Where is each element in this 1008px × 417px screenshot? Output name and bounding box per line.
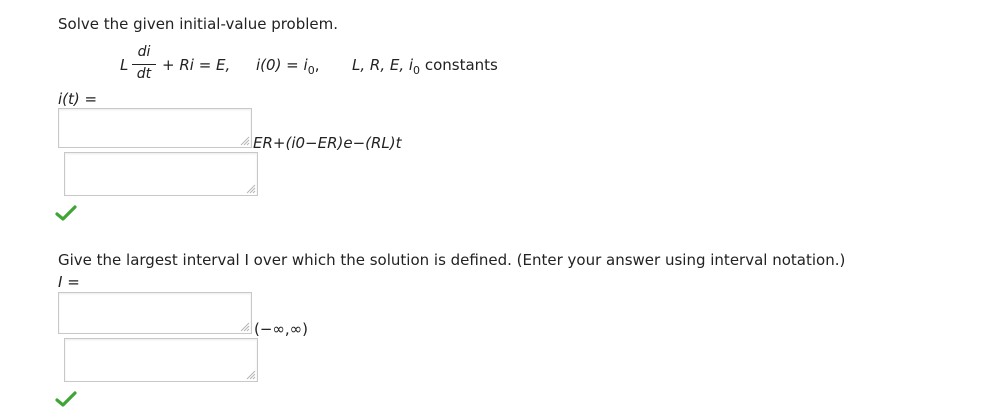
question-1-prompt: Solve the given initial-value problem. [58, 15, 339, 33]
fraction-numerator: di [137, 44, 151, 60]
answer-input-it-second[interactable] [64, 152, 258, 196]
initial-condition-comma: , [314, 56, 320, 74]
di-dt-fraction [132, 44, 156, 86]
differential-equation [0, 0, 1008, 100]
eq-rest-text: + Ri = E, [162, 56, 231, 74]
initial-condition-text: i(0) = i [256, 56, 308, 74]
eq-L: L [120, 56, 129, 74]
fraction-denominator: dt [136, 66, 152, 82]
resize-grip-icon[interactable] [246, 184, 256, 194]
resize-grip-icon[interactable] [240, 322, 250, 332]
constants-note [352, 56, 498, 77]
resize-grip-icon[interactable] [240, 136, 250, 146]
constants-word: constants [424, 56, 498, 74]
question-2-prompt: Give the largest interval I over which the solution is defined. (Enter your answer using interval notation.) [58, 251, 846, 269]
answer-input-interval-second[interactable] [64, 338, 258, 382]
eq-rest [162, 56, 230, 74]
correct-answer-it: ER+(i0−ER)e−(RL)t [253, 134, 402, 152]
answer-label-it: i(t) = [58, 90, 98, 108]
constants-sub: 0 [413, 64, 421, 77]
resize-grip-icon[interactable] [246, 370, 256, 380]
fraction-bar [132, 64, 156, 65]
correct-answer-interval: (−∞,∞) [254, 320, 309, 338]
answer-input-interval[interactable] [58, 292, 252, 334]
constants-list: L, R, E, i [352, 56, 414, 74]
checkmark-icon [55, 390, 77, 408]
answer-label-interval: I = [58, 273, 80, 291]
answer-input-it[interactable] [58, 108, 252, 148]
checkmark-icon [55, 204, 77, 222]
initial-condition-sub: 0 [307, 64, 315, 77]
initial-condition [256, 56, 320, 77]
